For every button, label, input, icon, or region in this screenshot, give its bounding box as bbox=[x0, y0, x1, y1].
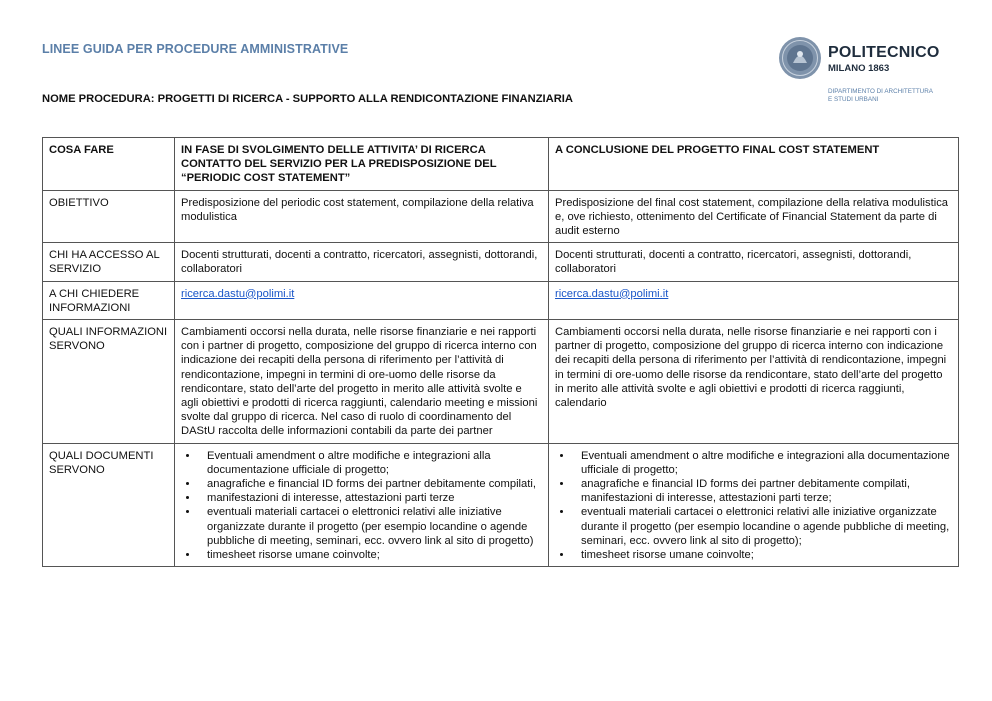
cell-final bbox=[549, 443, 959, 567]
table-row-obiettivo bbox=[43, 190, 959, 243]
list-item: • manifestazioni di interesse, attestazioni parti terze bbox=[199, 491, 542, 505]
cell-periodic bbox=[175, 443, 549, 567]
row-label: A CHI CHIEDERE INFORMAZIONI bbox=[43, 281, 175, 319]
row-label: QUALI DOCUMENTI SERVONO bbox=[43, 443, 175, 567]
documents-list bbox=[555, 449, 952, 563]
cell-final: Docenti strutturati, docenti a contratto, ricercatori, assegnisti, dottorandi, collaboratori bbox=[549, 243, 959, 281]
politecnico-logo bbox=[778, 36, 968, 108]
cell-final: Predisposizione del final cost statement, compilazione della relativa modulistica e, ove richiesto, ottenimento del Certificate of Financial Statement da parte di audit esterno bbox=[549, 190, 959, 243]
brand-city: MILANO 1863 bbox=[828, 63, 890, 74]
table-row-quali-informazioni bbox=[43, 320, 959, 444]
email-link[interactable]: ricerca.dastu@polimi.it bbox=[181, 287, 295, 300]
list-item: • Eventuali amendment o altre modifiche e integrazioni alla documentazione ufficiale di progetto; bbox=[199, 449, 542, 477]
procedure-table bbox=[42, 137, 959, 567]
cell-final: Cambiamenti occorsi nella durata, nelle risorse finanziarie e nei rapporti con i partner di progetto, composizione del gruppo di ricerca interno con indicazione dei recapiti della persona di riferimento per l’attività di rendicontazione, impegni in termini di ore-uomo delle risorse da rendicontare, stato dell’arte del progetto in merito alle attività svolte e agli obiettivi e prodotti di ricerca raggiunti, calendario bbox=[549, 320, 959, 444]
row-label: OBIETTIVO bbox=[43, 190, 175, 243]
table-row-accesso bbox=[43, 243, 959, 281]
list-item: • eventuali materiali cartacei o elettronici relativi alle iniziative organizzate durante il progetto (per esempio locandine o agende pubbliche di meeting, seminari, ecc. ovvero link al sito di progetto); bbox=[573, 505, 952, 548]
cell-periodic: Predisposizione del periodic cost statement, compilazione della relativa modulistica bbox=[175, 190, 549, 243]
procedure-name: NOME PROCEDURA: PROGETTI DI RICERCA - SUPPORTO ALLA RENDICONTAZIONE FINANZIARIA bbox=[42, 93, 573, 105]
table-row-quali-documenti bbox=[43, 443, 959, 567]
list-item: • Eventuali amendment o altre modifiche e integrazioni alla documentazione ufficiale di progetto; bbox=[573, 449, 952, 477]
department-name bbox=[828, 88, 968, 104]
documents-list bbox=[181, 449, 542, 563]
cell-final bbox=[549, 281, 959, 319]
header-cell-cosa-fare: COSA FARE bbox=[43, 138, 175, 191]
list-item: • timesheet risorse umane coinvolte; bbox=[199, 548, 542, 562]
table-header-row bbox=[43, 138, 959, 191]
cell-periodic bbox=[175, 281, 549, 319]
row-label: CHI HA ACCESSO AL SERVIZIO bbox=[43, 243, 175, 281]
document-title: LINEE GUIDA PER PROCEDURE AMMINISTRATIVE bbox=[42, 42, 349, 56]
cell-periodic: Docenti strutturati, docenti a contratto, ricercatori, assegnisti, dottorandi, collaboratori bbox=[175, 243, 549, 281]
list-item: • timesheet risorse umane coinvolte; bbox=[573, 548, 952, 562]
department-line-2: E STUDI URBANI bbox=[828, 96, 879, 103]
university-seal-icon bbox=[778, 36, 822, 80]
header-cell-conclusione: A CONCLUSIONE DEL PROGETTO FINAL COST STATEMENT bbox=[549, 138, 959, 191]
list-item: • anagrafiche e financial ID forms dei partner debitamente compilati, manifestazioni di interesse, attestazioni parti terze; bbox=[573, 477, 952, 505]
cell-periodic: Cambiamenti occorsi nella durata, nelle risorse finanziarie e nei rapporti con i partner di progetto, composizione del gruppo di ricerca interno con indicazione dei recapiti della persona di riferimento per l’attività di rendicontazione, impegni in termini di ore-uomo delle risorse da rendicontare, stato dell’arte del progetto in merito alle attività svolte e agli obiettivi e prodotti di ricerca raggiunti, calendario meeting e missioni svolte dal gruppo di ricerca. Nel caso di ruolo di coordinamento del DAStU raccolta delle informazioni contabili da parte dei partner bbox=[175, 320, 549, 444]
list-item: • eventuali materiali cartacei o elettronici relativi alle iniziative organizzate durante il progetto (per esempio locandine o agende pubbliche di meeting, seminari, ecc. ovvero link al sito di progetto) bbox=[199, 505, 542, 548]
brand-name: POLITECNICO bbox=[828, 44, 940, 61]
table-row-informazioni bbox=[43, 281, 959, 319]
department-line-1: DIPARTIMENTO DI ARCHITETTURA bbox=[828, 88, 933, 95]
row-label: QUALI INFORMAZIONI SERVONO bbox=[43, 320, 175, 444]
email-link[interactable]: ricerca.dastu@polimi.it bbox=[555, 287, 669, 300]
header-cell-in-fase: IN FASE DI SVOLGIMENTO DELLE ATTIVITA’ DI RICERCA CONTATTO DEL SERVIZIO PER LA PREDISPOSIZIONE DEL “PERIODIC COST STATEMENT” bbox=[175, 138, 549, 191]
list-item: • anagrafiche e financial ID forms dei partner debitamente compilati, bbox=[199, 477, 542, 491]
